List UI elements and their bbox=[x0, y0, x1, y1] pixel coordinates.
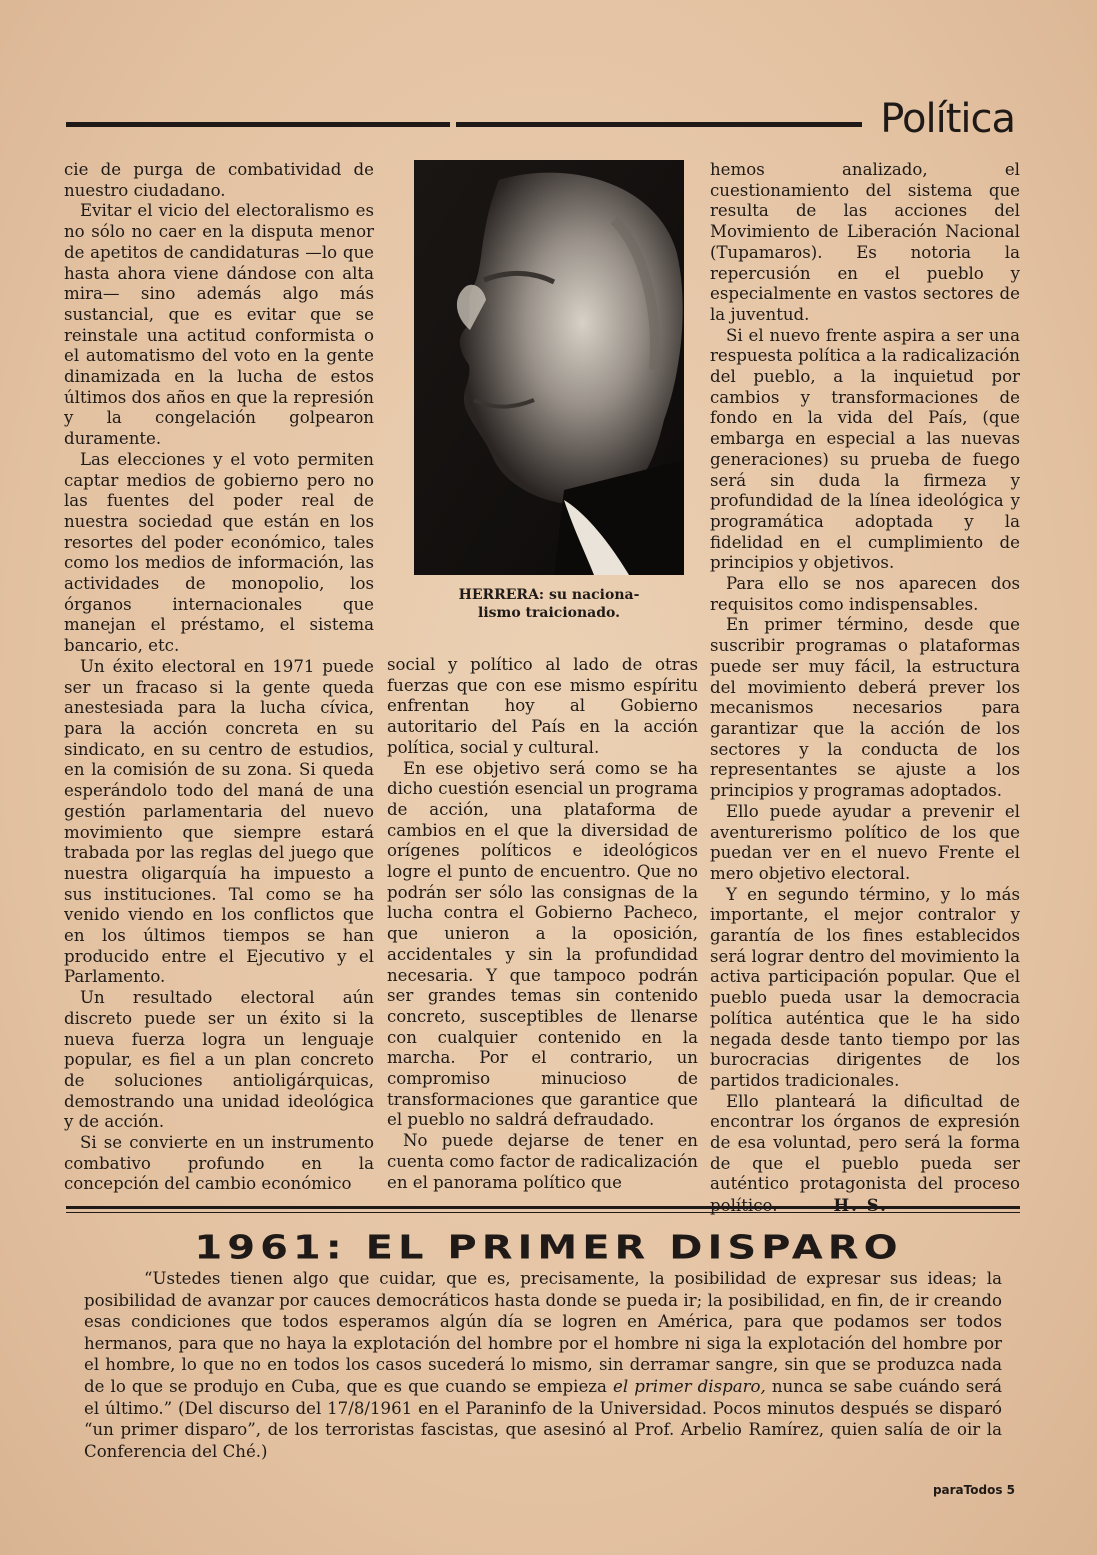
article-paragraph: Las elecciones y el voto permiten captar medios de gobierno pero no las fuentes del poder real de nuestra sociedad que están en los resortes del poder económico, tales como los medios de información, las actividades de monopolio, los órganos internacionales que manejan el préstamo, el sistema bancario, etc. bbox=[64, 449, 374, 656]
article-paragraph: No puede dejarse de tener en cuenta como factor de radicalización en el panorama político que bbox=[387, 1131, 698, 1192]
caption-line: lismo traicionado. bbox=[478, 605, 620, 621]
article-paragraph: Para ello se nos aparecen dos requisitos como indispensables. bbox=[710, 574, 1020, 614]
article-paragraph: Un resultado electoral aún discreto puede ser un éxito si la nueva fuerza logra un lenguaje popular, es fiel a un plan concreto de soluciones antioligárquicas, demostrando una unidad ideológica y de acción. bbox=[64, 988, 374, 1132]
article-paragraph-text: Ello planteará la dificultad de encontrar los órganos de expresión de esa voluntad, pero será la forma de que el pueblo pueda ser auténtico protagonista del proceso bbox=[710, 1091, 1020, 1194]
article-paragraph: En primer término, desde que suscribir programas o plataformas puede ser muy fácil, la estructura del movimiento deberá prever los mecanismos necesarios para garantizar que la acción de los sectores y la conducta de los representantes se ajuste a los principios y programas adoptados. bbox=[710, 615, 1020, 801]
article-paragraph: social y político al lado de otras fuerzas que con ese mismo espíritu enfrentan hoy al Gobierno autoritario del País en la acción política, social y cultural. bbox=[387, 655, 698, 757]
section-title: Política bbox=[880, 96, 1015, 142]
article-paragraph: En ese objetivo será como se ha dicho cuestión esencial un programa de acción, una plataforma de cambios en el que la diversidad de orígenes políticos e ideológicos logre el punto de encuentro. Que no podrán ser sólo las consignas de la lucha contra el Gobierno Pacheco, que unieron a la oposición, accidentales y sin la profundidad necesaria. Y que tampoco podrán ser grandes temas sin contenido concreto, susceptibles de llenarse con cualquier contenido en la marcha. Por el contrario, un compromiso minucioso de transformaciones que garantice que el pueblo no saldrá defraudado. bbox=[387, 758, 698, 1130]
article-paragraph: hemos analizado, el cuestionamiento del sistema que resulta de las acciones del Movimiento de Liberación Nacional (Tupamaros). Es notoria la repercusión en el pueblo y especialmente en vastos sectores de la juventud. bbox=[710, 160, 1020, 324]
article-column-middle bbox=[387, 655, 698, 1193]
page-footer: paraTodos 5 bbox=[932, 1483, 1015, 1497]
article-paragraph: Evitar el vicio del electoralismo es no sólo no caer en la disputa menor de apetitos de candidaturas —lo que hasta ahora viene dándose con alta mira— sino además algo más sustancial, que es evitar que se reinstale una actitud conformista o el automatismo del voto en la gente dinamizada en la lucha de estos últimos dos años en que la represión y la congelación golpearon duramente. bbox=[64, 201, 374, 449]
article-paragraph: Si se convierte en un instrumento combativo profundo en la concepción del cambio económico bbox=[64, 1133, 374, 1194]
article-paragraph: Un éxito electoral en 1971 puede ser un fracaso si la gente queda anestesiada para la lucha cívica, para la acción concreta en su sindicato, en su centro de estudios, en la comisión de su zona. Si queda esperándolo todo del maná de una gestión parlamentaria del nuevo movimiento que siempre estará trabada por las reglas del juego que nuestra oligarquía ha impuesto a sus instituciones. Tal como se ha venido viendo en los conflictos que en los últimos tiempos se han producido entre el Ejecutivo y el Parlamento. bbox=[64, 656, 374, 987]
box-title: 1961: EL PRIMER DISPARO bbox=[194, 1229, 903, 1267]
section-rule-right bbox=[456, 122, 862, 127]
box-paragraph bbox=[84, 1268, 1002, 1462]
quote-text: nunca se sabe cuándo será el último.” (Del discurso del 17/8/1961 en el Paraninfo de la Universidad. Pocos minutos después se disparó “un primer disparo”, de los terroristas fascistas, que asesinó al Prof. Arbelio Ramírez, quien salía de oir la Conferencia del Ché.) bbox=[84, 1376, 1003, 1461]
article-paragraph: Ello puede ayudar a prevenir el aventurerismo político de los que puedan ver en el nuevo Frente el mero objetivo electoral. bbox=[710, 801, 1020, 883]
article-column-right bbox=[710, 160, 1020, 1217]
box-quote bbox=[84, 1268, 1002, 1462]
herrera-photo bbox=[414, 160, 684, 575]
quote-italic-text: el primer disparo, bbox=[613, 1376, 766, 1396]
box-top-rule-inner bbox=[66, 1212, 1020, 1213]
quote-text: “Ustedes tienen algo que cuidar, que es, precisamente, la posibilidad de expresar sus ideas; la posibilidad de avanzar por cauces democráticos hasta donde se pueda ir; la posibilidad, en fin, de ir creando esas condiciones que todos esperamos algún día se logren en América, para que podamos ser todos hermanos, para que no haya la explotación del hombre por el hombre ni siga la explotación del hombre por el hombre, lo que no en todos los casos sucederá lo mismo, sin derramar sangre, sin que se produzca nada de lo que se produjo en Cuba, que es que cuando se empieza bbox=[84, 1269, 1002, 1396]
article-paragraph: cie de purga de combatividad de nuestro ciudadano. bbox=[64, 160, 374, 200]
photo-caption bbox=[414, 586, 684, 622]
article-paragraph: Si el nuevo frente aspira a ser una respuesta política a la radicalización del pueblo, a la inquietud por cambios y transformaciones de fondo en la vida del País, (que embarga en especial a las nuevas generaciones) su prueba de fuego será sin duda la firmeza y profundidad de la línea ideológica y programática adoptada y la fidelidad en el cumplimiento de principios y objetivos. bbox=[710, 325, 1020, 573]
portrait-image bbox=[414, 160, 684, 575]
article-column-left bbox=[64, 160, 374, 1195]
section-rule-left bbox=[66, 122, 450, 127]
caption-line: HERRERA: su naciona- bbox=[458, 587, 640, 603]
article-paragraph: Y en segundo término, y lo más importante, el mejor contralor y garantía de los fines establecidos será lograr dentro del movimiento la activa participación popular. Que el pueblo pueda usar la democracia política auténtica que le ha sido negada desde tanto tiempo por las burocracias dirigentes de los partidos tradicionales. bbox=[710, 884, 1020, 1090]
box-top-rule bbox=[66, 1206, 1020, 1209]
article-paragraph bbox=[710, 1092, 1020, 1217]
